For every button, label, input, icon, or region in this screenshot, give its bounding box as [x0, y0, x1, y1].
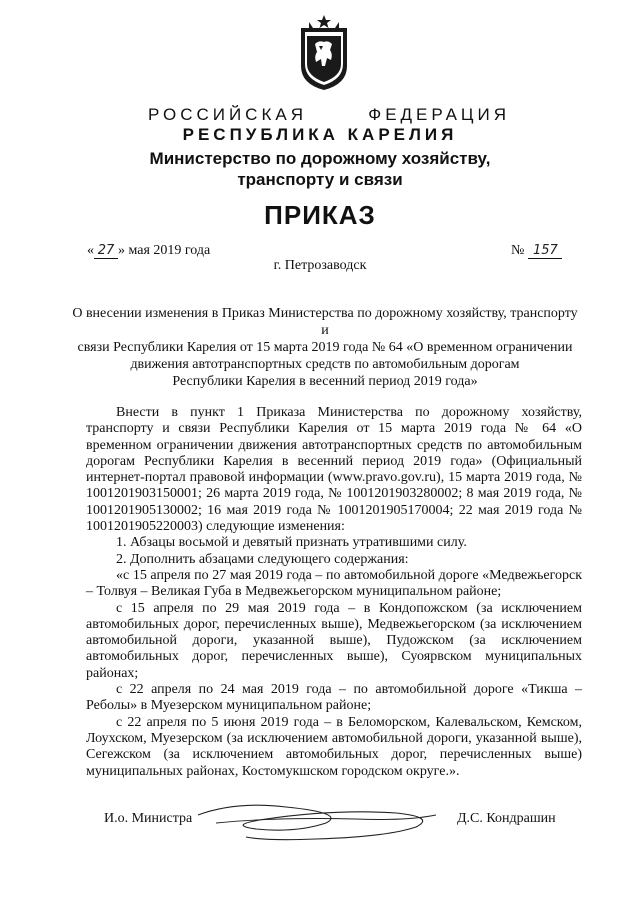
header-republic: РЕСПУБЛИКА КАРЕЛИЯ [182, 125, 458, 144]
coat-of-arms-emblem [297, 14, 351, 92]
date-open-quote: « [87, 243, 94, 258]
body-paragraph-5: с 15 апреля по 29 мая 2019 года – в Кондопожском (за исключением автомобильных дорог, перечисленных выше), Медвежьегорском (за исключением автомобильной дороги, указанной выше), Пудожском (за исключением автомобильных дорог, перечисленных выше), Суоярвском муниципальных районах; [86, 600, 582, 681]
document-type: ПРИКАЗ [264, 200, 376, 230]
header-country [148, 105, 510, 125]
subject-line-3: движения автотранспортных средств по автомобильным дорогам [130, 357, 520, 372]
date-rest: » мая 2019 года [118, 243, 211, 258]
body-paragraph-4: «с 15 апреля по 27 мая 2019 года – по автомобильной дороге «Медвежьегорск – Толвуя – Великая Губа в Медвежьегорском муниципальном районе; [86, 567, 582, 600]
body-paragraph-6: с 22 апреля по 24 мая 2019 года – по автомобильной дороге «Тикша – Реболы» в Муезерском муниципальном районе; [86, 682, 582, 714]
city: г. Петрозаводск [273, 258, 367, 273]
order-body [86, 405, 582, 780]
ministry-name [0, 148, 640, 190]
subject-line-2: связи Республики Карелия от 15 марта 2019 года № 64 «О временном ограничении [77, 340, 573, 355]
body-paragraph-7: с 22 апреля по 5 июня 2019 года – в Беломорском, Калевальском, Кемском, Лоухском, Муезерском (за исключением автомобильной дороги, указанной выше), Сегежском (за исключением автомобильных дорог, перечисленных выше) муниципальных районах, Костомукшском городском округе.». [86, 714, 582, 779]
date-day-handwritten: 27 [94, 243, 118, 259]
signatory-name: Д.С. Кондрашин [457, 811, 556, 826]
signatory-position: И.о. Министра [104, 811, 193, 826]
subject-line-1: О внесении изменения в Приказ Министерства по дорожному хозяйству, транспорту и [72, 306, 578, 338]
ministry-line-2: транспорту и связи [237, 170, 403, 189]
order-subject [70, 305, 580, 390]
subject-line-4: Республики Карелия в весенний период 2019 года» [172, 374, 478, 389]
handwritten-signature [196, 793, 446, 853]
number-handwritten: 157 [528, 243, 562, 259]
body-paragraph-2: 1. Абзацы восьмой и девятый признать утратившими силу. [116, 535, 467, 551]
body-paragraph-1: Внести в пункт 1 Приказа Министерства по дорожному хозяйству, транспорту и связи Республики Карелия от 15 марта 2019 года № 64 «О временном ограничении движения автотранспортных средств по автомобильным дорогам Республики Карелия в весенний период 2019 года» (Официальный интернет-портал правовой информации (www.pravo.gov.ru), 15 марта 2019 года, № 1001201903150001; 26 марта 2019 года, № 1001201903280002; 8 мая 2019 года, № 1001201905130002; 16 мая 2019 года № 1001201905170004; 22 мая 2019 года № 1001201905220003) следующие изменения: [86, 405, 582, 535]
number-sign: № [511, 243, 525, 258]
body-paragraph-3: 2. Дополнить абзацами следующего содержания: [116, 551, 409, 567]
order-number [511, 243, 562, 259]
order-date [87, 243, 210, 259]
ministry-line-1: Министерство по дорожному хозяйству, [149, 149, 491, 168]
header-country-right: ФЕДЕРАЦИЯ [368, 105, 510, 124]
header-country-left: РОССИЙСКАЯ [148, 105, 307, 124]
